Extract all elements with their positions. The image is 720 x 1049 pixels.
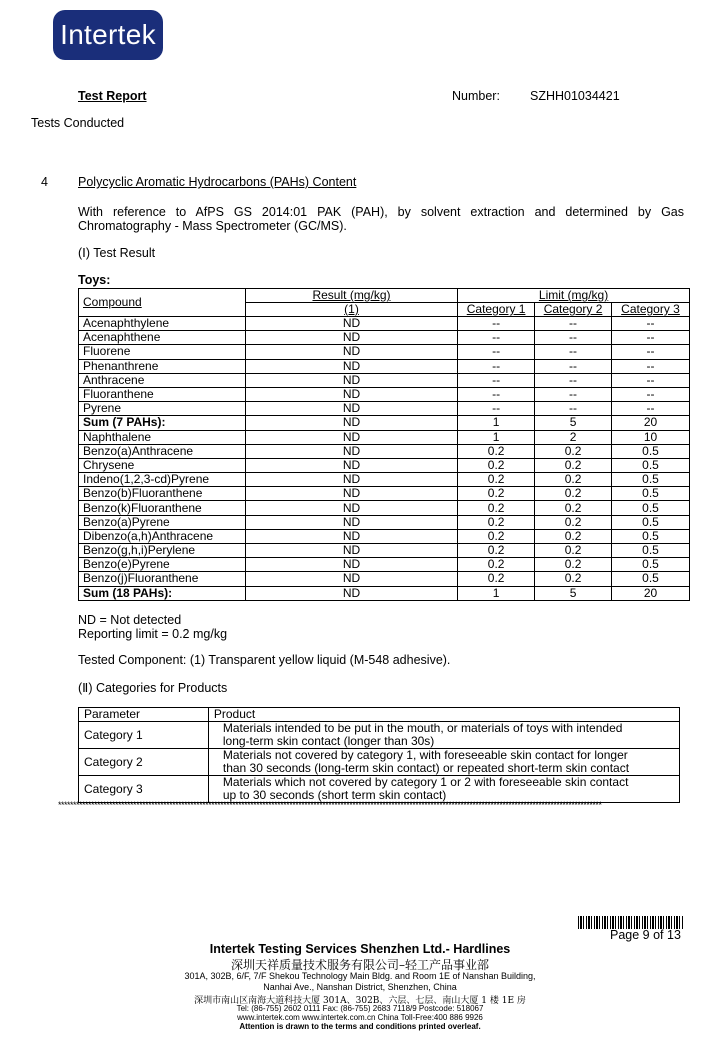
section-heading: Tests Conducted: [31, 116, 125, 130]
limit-category-2-cell: --: [535, 359, 612, 373]
limit-category-2-cell: 0.2: [535, 544, 612, 558]
table-row: [79, 558, 690, 572]
result-cell: ND: [245, 515, 457, 529]
compound-cell: Fluorene: [79, 345, 246, 359]
compound-cell: Dibenzo(a,h)Anthracene: [79, 529, 246, 543]
product-categories-table: [78, 707, 680, 803]
product-line-2: long-term skin contact (longer than 30s): [222, 734, 435, 748]
limit-category-2-cell: --: [535, 317, 612, 331]
limit-category-2-cell: 0.2: [535, 444, 612, 458]
limit-category-3-cell: 0.5: [612, 501, 690, 515]
limit-category-1-cell: 0.2: [458, 458, 535, 472]
header-category-1: Category 1: [458, 303, 535, 317]
result-cell: ND: [245, 558, 457, 572]
compound-cell: Chrysene: [79, 458, 246, 472]
report-label: Test Report: [78, 89, 147, 103]
result-cell: ND: [245, 501, 457, 515]
compound-cell: Fluoranthene: [79, 387, 246, 401]
limit-category-1-cell: 0.2: [458, 558, 535, 572]
compound-cell: Sum (7 PAHs):: [79, 416, 246, 430]
separator-line: *************************************************************************************************************************************************************************************: [58, 800, 602, 810]
number-label: Number:: [452, 89, 500, 103]
description-line-2: Chromatography - Mass Spectrometer (GC/MS).: [78, 219, 347, 233]
table-row: [79, 458, 690, 472]
result-cell: ND: [245, 402, 457, 416]
result-cell: ND: [245, 387, 457, 401]
compound-cell: Naphthalene: [79, 430, 246, 444]
table-row: [79, 430, 690, 444]
result-cell: ND: [245, 586, 457, 600]
limit-category-2-cell: 0.2: [535, 473, 612, 487]
table-row: [79, 402, 690, 416]
table-row: [79, 345, 690, 359]
table-row: [79, 572, 690, 586]
limit-category-3-cell: 0.5: [612, 487, 690, 501]
table-row: [79, 359, 690, 373]
footer-address-2: Nanhai Ave., Nanshan District, Shenzhen, China: [263, 982, 457, 992]
limit-category-3-cell: --: [612, 359, 690, 373]
table-row: [79, 331, 690, 345]
limit-category-1-cell: --: [458, 373, 535, 387]
limit-category-1-cell: --: [458, 359, 535, 373]
limit-category-3-cell: 20: [612, 416, 690, 430]
header-sample-1: (1): [245, 303, 457, 317]
limit-category-3-cell: --: [612, 331, 690, 345]
limit-category-2-cell: --: [535, 387, 612, 401]
table-row: [79, 473, 690, 487]
limit-category-2-cell: 0.2: [535, 501, 612, 515]
limit-category-3-cell: 0.5: [612, 544, 690, 558]
header-parameter: Parameter: [79, 708, 209, 722]
limit-category-1-cell: 1: [458, 416, 535, 430]
limit-category-3-cell: --: [612, 317, 690, 331]
limit-category-3-cell: 10: [612, 430, 690, 444]
footer-address-cn: 深圳市南山区南海大道科技大厦 301A、302B、六层、七层、南山大厦 1 楼 1E 房: [194, 996, 526, 1006]
limit-category-1-cell: 0.2: [458, 501, 535, 515]
compound-cell: Phenanthrene: [79, 359, 246, 373]
table-row: [79, 586, 690, 600]
result-cell: ND: [245, 487, 457, 501]
header-result: Result (mg/kg): [245, 289, 457, 303]
result-cell: ND: [245, 529, 457, 543]
description-line-1: With reference to AfPS GS 2014:01 PAK (PAH), by solvent extraction and determined by Gas: [78, 205, 684, 219]
product-cell: [208, 776, 679, 803]
limit-category-3-cell: 0.5: [612, 529, 690, 543]
limit-category-2-cell: --: [535, 331, 612, 345]
footer-company: Intertek Testing Services Shenzhen Ltd.- Hardlines: [209, 942, 511, 956]
limit-category-1-cell: --: [458, 345, 535, 359]
toys-label: Toys:: [78, 273, 111, 287]
limit-category-3-cell: 0.5: [612, 558, 690, 572]
result-cell: ND: [245, 359, 457, 373]
limit-category-3-cell: --: [612, 387, 690, 401]
limit-category-1-cell: 0.2: [458, 473, 535, 487]
footer-company-cn: 深圳天祥质量技术服务有限公司–轻工产品事业部: [230, 958, 489, 972]
limit-category-3-cell: --: [612, 373, 690, 387]
footer-websites: www.intertek.com www.intertek.com.cn China Toll-Free:400 886 9926: [237, 1013, 483, 1022]
compound-cell: Benzo(g,h,i)Perylene: [79, 544, 246, 558]
footer-attention: Attention is drawn to the terms and conditions printed overleaf.: [239, 1022, 481, 1031]
limit-category-2-cell: 5: [535, 586, 612, 600]
tested-component-note: Tested Component: (1) Transparent yellow liquid (M-548 adhesive).: [78, 653, 451, 667]
limit-category-1-cell: 1: [458, 586, 535, 600]
result-cell: ND: [245, 416, 457, 430]
limit-category-3-cell: 0.5: [612, 444, 690, 458]
compound-cell: Pyrene: [79, 402, 246, 416]
header-compound: Compound: [79, 289, 246, 317]
limit-category-1-cell: 0.2: [458, 444, 535, 458]
table-row: [79, 515, 690, 529]
limit-category-2-cell: --: [535, 402, 612, 416]
result-cell: ND: [245, 373, 457, 387]
table-row: [79, 749, 680, 776]
limit-category-3-cell: --: [612, 402, 690, 416]
limit-category-2-cell: 5: [535, 416, 612, 430]
parameter-cell: Category 3: [79, 776, 209, 803]
limit-category-1-cell: --: [458, 331, 535, 345]
categories-table-body: [79, 722, 680, 803]
limit-category-1-cell: 0.2: [458, 544, 535, 558]
compound-cell: Acenaphthylene: [79, 317, 246, 331]
nd-note: ND = Not detected: [78, 613, 182, 627]
header-category-3: Category 3: [612, 303, 690, 317]
table-row: [79, 444, 690, 458]
report-number: SZHH01034421: [530, 89, 620, 103]
result-cell: ND: [245, 572, 457, 586]
compound-cell: Sum (18 PAHs):: [79, 586, 246, 600]
table-row: [79, 373, 690, 387]
header-limit: Limit (mg/kg): [458, 289, 690, 303]
compound-cell: Indeno(1,2,3-cd)Pyrene: [79, 473, 246, 487]
section-title: Polycyclic Aromatic Hydrocarbons (PAHs) Content: [78, 175, 357, 189]
table-row: [79, 722, 680, 749]
product-cell: [208, 749, 679, 776]
limit-category-1-cell: --: [458, 387, 535, 401]
compound-cell: Benzo(k)Fluoranthene: [79, 501, 246, 515]
table-row: [79, 487, 690, 501]
result-cell: ND: [245, 473, 457, 487]
result-cell: ND: [245, 444, 457, 458]
limit-category-2-cell: --: [535, 345, 612, 359]
header-category-2: Category 2: [535, 303, 612, 317]
limit-category-3-cell: 20: [612, 586, 690, 600]
product-line-1: Materials not covered by category 1, with foreseeable skin contact for longer: [222, 748, 628, 762]
table-row: [79, 544, 690, 558]
pah-results-table: [78, 288, 690, 601]
product-cell: [208, 722, 679, 749]
limit-category-2-cell: 0.2: [535, 529, 612, 543]
result-cell: ND: [245, 331, 457, 345]
compound-cell: Benzo(a)Pyrene: [79, 515, 246, 529]
compound-cell: Benzo(a)Anthracene: [79, 444, 246, 458]
result-cell: ND: [245, 345, 457, 359]
table-row: [79, 317, 690, 331]
parameter-cell: Category 1: [79, 722, 209, 749]
parameter-cell: Category 2: [79, 749, 209, 776]
compound-cell: Anthracene: [79, 373, 246, 387]
product-line-1: Materials intended to be put in the mouth, or materials of toys with intended: [222, 721, 623, 735]
limit-category-2-cell: 0.2: [535, 558, 612, 572]
limit-category-1-cell: --: [458, 317, 535, 331]
compound-cell: Benzo(j)Fluoranthene: [79, 572, 246, 586]
categories-heading: (Ⅱ) Categories for Products: [78, 681, 228, 695]
result-cell: ND: [245, 458, 457, 472]
limit-category-2-cell: --: [535, 373, 612, 387]
page-number: Page 9 of 13: [610, 928, 681, 942]
limit-category-2-cell: 2: [535, 430, 612, 444]
footer-address-1: 301A, 302B, 6/F, 7/F Shekou Technology Main Bldg. and Room 1E of Nanshan Building,: [184, 971, 536, 981]
compound-cell: Benzo(e)Pyrene: [79, 558, 246, 572]
limit-category-1-cell: --: [458, 402, 535, 416]
limit-category-2-cell: 0.2: [535, 487, 612, 501]
pah-table-body: [79, 317, 690, 601]
limit-category-1-cell: 0.2: [458, 572, 535, 586]
limit-category-1-cell: 0.2: [458, 515, 535, 529]
product-line-1: Materials which not covered by category 1 or 2 with foreseeable skin contact: [222, 775, 629, 789]
product-line-2: up to 30 seconds (short term skin contact): [222, 788, 447, 802]
limit-category-2-cell: 0.2: [535, 458, 612, 472]
compound-cell: Benzo(b)Fluoranthene: [79, 487, 246, 501]
intertek-logo: Intertek: [53, 10, 163, 60]
limit-category-3-cell: 0.5: [612, 458, 690, 472]
limit-category-2-cell: 0.2: [535, 515, 612, 529]
table-row: [79, 501, 690, 515]
limit-category-1-cell: 0.2: [458, 487, 535, 501]
limit-category-3-cell: --: [612, 345, 690, 359]
limit-category-1-cell: 0.2: [458, 529, 535, 543]
product-line-2: than 30 seconds (long-term skin contact) or repeated short-term skin contact: [222, 761, 630, 775]
result-cell: ND: [245, 317, 457, 331]
limit-category-3-cell: 0.5: [612, 572, 690, 586]
test-result-heading: (Ⅰ) Test Result: [78, 246, 156, 260]
table-row: [79, 416, 690, 430]
limit-category-3-cell: 0.5: [612, 515, 690, 529]
compound-cell: Acenaphthene: [79, 331, 246, 345]
limit-category-1-cell: 1: [458, 430, 535, 444]
reporting-limit-note: Reporting limit = 0.2 mg/kg: [78, 627, 228, 641]
table-row: [79, 387, 690, 401]
result-cell: ND: [245, 430, 457, 444]
limit-category-3-cell: 0.5: [612, 473, 690, 487]
footer-contact: Tel: (86-755) 2602 0111 Fax: (86-755) 2683 7118/9 Postcode: 518067: [236, 1004, 484, 1013]
limit-category-2-cell: 0.2: [535, 572, 612, 586]
table-row: [79, 776, 680, 803]
result-cell: ND: [245, 544, 457, 558]
section-number: 4: [41, 175, 48, 189]
table-row: [79, 529, 690, 543]
header-product: Product: [208, 708, 679, 722]
